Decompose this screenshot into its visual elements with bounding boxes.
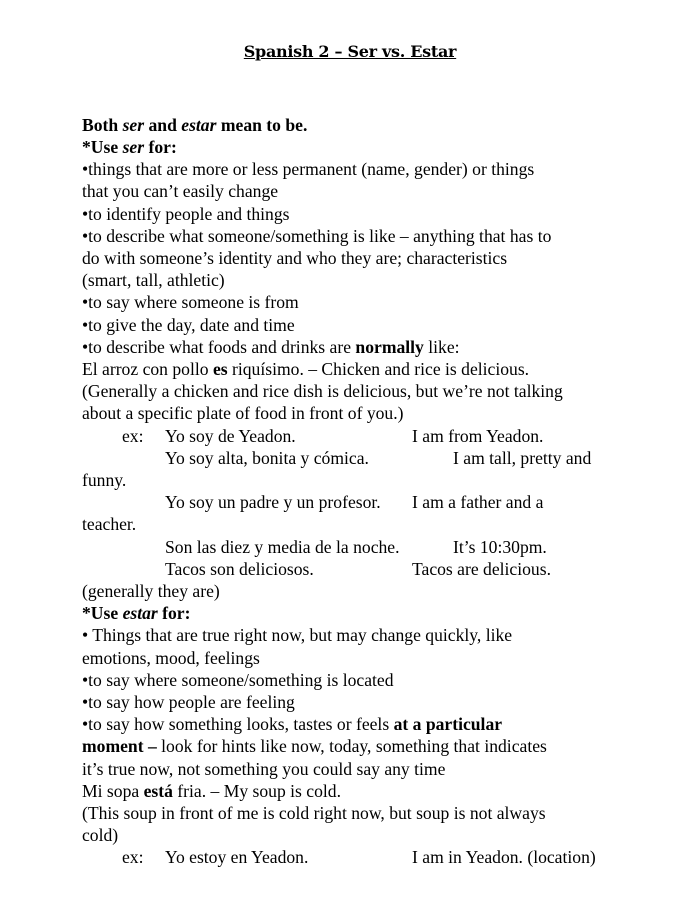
moment-bullet: •to say how something looks, tastes or feels at a particular xyxy=(82,714,503,734)
ser-bullet-line: •to give the day, date and time xyxy=(82,315,295,335)
foods-bullet: •to describe what foods and drinks are normally like: xyxy=(82,337,460,357)
ser-bullet-line: •to say where someone is from xyxy=(82,292,299,312)
example-wrap: funny. xyxy=(82,470,127,490)
soup-note-line: (This soup in front of me is cold right now, but soup is not always xyxy=(82,803,546,823)
example-label: ex: xyxy=(122,426,144,446)
example-english: I am from Yeadon. xyxy=(412,426,544,446)
ser-bullet-line: (smart, tall, athletic) xyxy=(82,270,225,290)
ser-bullet-line: do with someone’s identity and who they are; characteristics xyxy=(82,248,508,268)
example-english: I am tall, pretty and xyxy=(453,448,592,468)
page-title: Spanish 2 – Ser vs. Estar xyxy=(243,42,457,61)
estar-bullet-line: • Things that are true right now, but may change quickly, like xyxy=(82,625,513,645)
ser-heading: *Use ser for: xyxy=(82,137,177,157)
example-wrap: (generally they are) xyxy=(82,581,220,601)
estar-heading: *Use estar for: xyxy=(82,603,191,623)
example-wrap: teacher. xyxy=(82,514,137,534)
ser-bullet-line: •to describe what someone/something is like – anything that has to xyxy=(82,226,552,246)
example-english: Tacos are delicious. xyxy=(412,559,551,579)
example-english: I am a father and a xyxy=(412,492,544,512)
example-spanish: Yo soy alta, bonita y cómica. xyxy=(165,448,369,468)
estar-bullet-line: •to say how people are feeling xyxy=(82,692,295,712)
example-english: I am in Yeadon. (location) xyxy=(412,847,596,867)
ser-bullet-line: that you can’t easily change xyxy=(82,181,279,201)
food-example: El arroz con pollo es riquísimo. – Chicken and rice is delicious. xyxy=(82,359,530,379)
example-spanish: Yo soy de Yeadon. xyxy=(165,426,296,446)
example-spanish: Tacos son deliciosos. xyxy=(165,559,314,579)
intro-line: Both ser and estar mean to be. xyxy=(82,115,308,135)
example-english: It’s 10:30pm. xyxy=(453,537,547,557)
moment-bullet-cont: moment – look for hints like now, today, something that indicates xyxy=(82,736,547,756)
food-note-line: (Generally a chicken and rice dish is delicious, but we’re not talking xyxy=(82,381,563,401)
estar-bullet-line: •to say where someone/something is located xyxy=(82,670,394,690)
example-spanish: Son las diez y media de la noche. xyxy=(165,537,400,557)
soup-note-line: cold) xyxy=(82,825,119,845)
estar-bullet-line: emotions, mood, feelings xyxy=(82,648,260,668)
ser-bullet-line: •to identify people and things xyxy=(82,204,290,224)
soup-example: Mi sopa está fria. – My soup is cold. xyxy=(82,781,341,801)
example-label: ex: xyxy=(122,847,144,867)
example-spanish: Yo soy un padre y un profesor. xyxy=(165,492,381,512)
food-note-line: about a specific plate of food in front of you.) xyxy=(82,403,404,423)
example-spanish: Yo estoy en Yeadon. xyxy=(165,847,309,867)
moment-bullet-cont: it’s true now, not something you could say any time xyxy=(82,759,446,779)
ser-bullet-line: •things that are more or less permanent (name, gender) or things xyxy=(82,159,535,179)
